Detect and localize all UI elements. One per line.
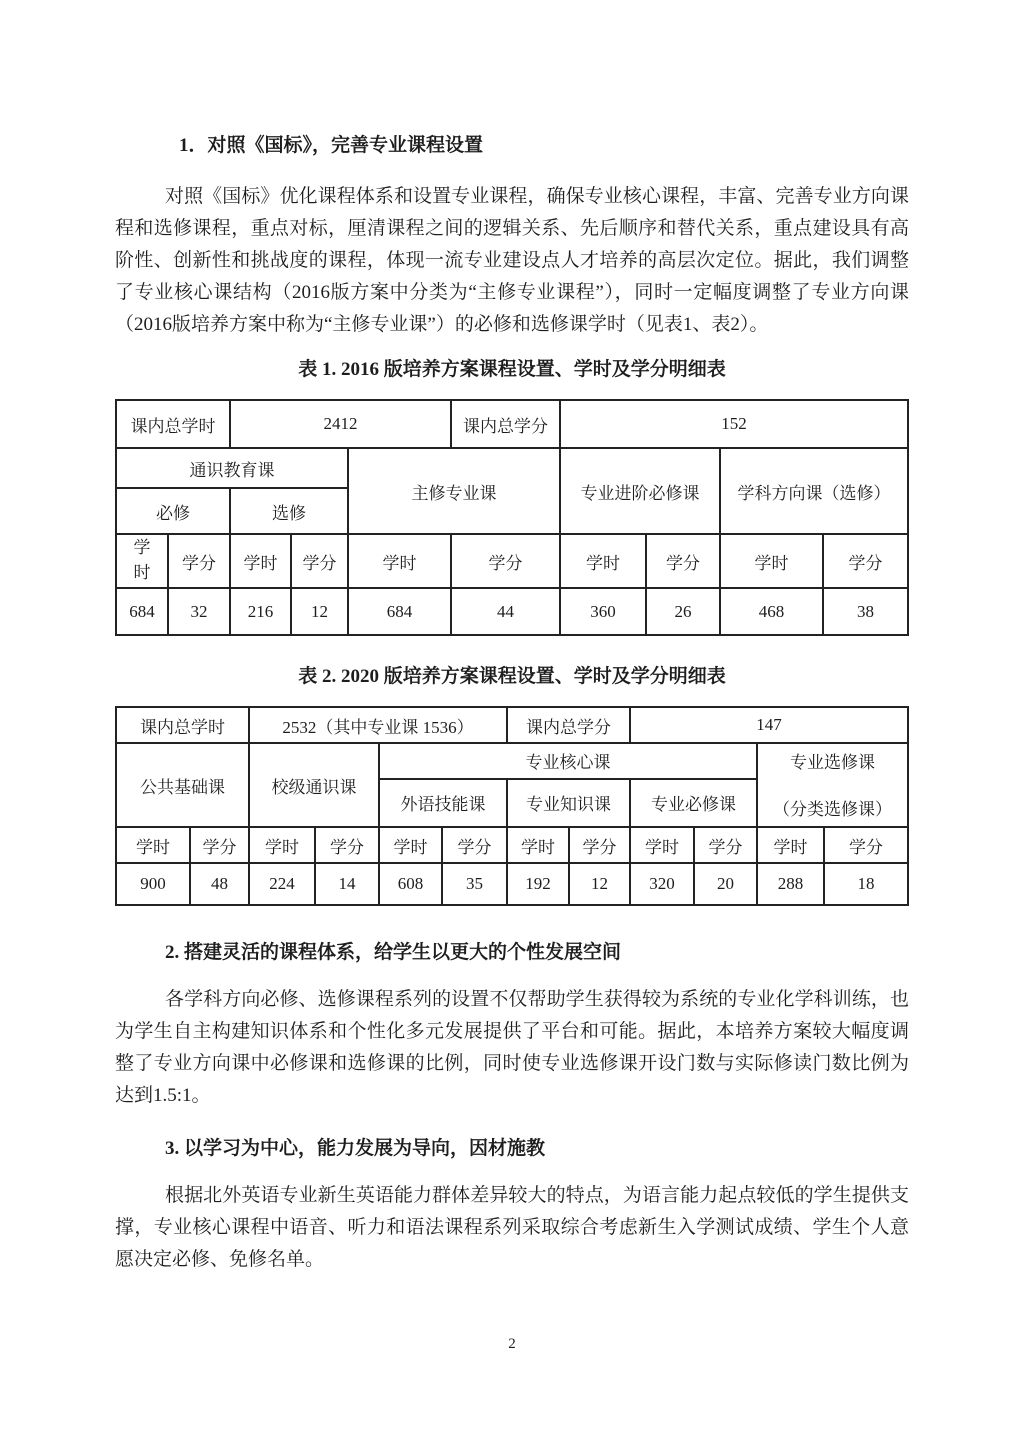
t1-credits-header: 学分: [168, 534, 230, 588]
t1-hours-header: 学时: [720, 534, 823, 588]
section-3-paragraph: 根据北外英语专业新生英语能力群体差异较大的特点，为语言能力起点较低的学生提供支撑，专业核心课程中语音、听力和语法课程系列采取综合考虑新生入学测试成绩、学生个人意愿决定必修、免修名单。: [115, 1185, 909, 1270]
t1-values-row: [116, 588, 908, 635]
table-2020-curriculum: [115, 706, 909, 906]
t2-hours-header: 学时: [507, 827, 569, 863]
t1-value-cell: 684: [348, 588, 451, 635]
section-1-paragraph: 对照《国标》优化课程体系和设置专业课程，确保专业核心课程，丰富、完善专业方向课程和选修课程，重点对标，厘清课程之间的逻辑关系、先后顺序和替代关系，重点建设具有高阶性、创新性和挑战度的课程，体现一流专业建设点人才培养的高层次定位。据此，我们调整了专业核心课结构（2016版方案中分类为“主修专业课程”），同时一定幅度调整了专业方向课（2016版培养方案中称为“主修专业课”）的必修和选修课学时（见表1、表2）。: [115, 186, 909, 335]
t1-hours-header: 学时: [348, 534, 451, 588]
t2-value-cell: 320: [630, 863, 694, 905]
t2-major-elective-subtitle: （分类选修课）: [773, 800, 892, 819]
t2-school-general-header: 校级通识课: [249, 743, 379, 827]
t2-value-cell: 12: [569, 863, 630, 905]
t1-total-credits-value: 152: [560, 400, 908, 448]
t2-major-required-header: 专业必修课: [630, 779, 757, 827]
t1-total-hours-value: 2412: [230, 400, 451, 448]
t2-credits-header: 学分: [694, 827, 757, 863]
t2-hours-header: 学时: [116, 827, 190, 863]
t1-total-credits-label: 课内总学分: [451, 400, 560, 448]
t2-total-credits-label: 课内总学分: [507, 707, 630, 743]
t1-hours-header: [116, 534, 168, 588]
t2-group-header-row: [116, 743, 908, 779]
t2-total-hours-value: 2532（其中专业课 1536）: [249, 707, 507, 743]
t1-value-cell: 32: [168, 588, 230, 635]
t2-major-elective-header: [757, 743, 908, 827]
section-1-heading: 1．对照《国标》，完善专业课程设置: [179, 135, 484, 156]
t1-value-cell: 216: [230, 588, 291, 635]
t2-hours-header: 学时: [757, 827, 824, 863]
t2-hours-header: 学时: [630, 827, 694, 863]
t1-total-hours-label: 课内总学时: [116, 400, 230, 448]
t2-value-cell: 14: [315, 863, 379, 905]
t1-credits-header: 学分: [451, 534, 560, 588]
t2-credits-header: 学分: [824, 827, 908, 863]
t2-value-cell: 192: [507, 863, 569, 905]
t1-hours-header: 学时: [560, 534, 646, 588]
section-2-heading: 2. 搭建灵活的课程体系，给学生以更大的个性发展空间: [165, 942, 622, 963]
t2-measure-header-row: [116, 827, 908, 863]
t1-group-header-row: [116, 448, 908, 488]
t2-value-cell: 224: [249, 863, 315, 905]
t1-credits-header: 学分: [291, 534, 348, 588]
t1-general-ed-header: 通识教育课: [116, 448, 348, 488]
page-number: 2: [508, 1336, 516, 1352]
t2-values-row: [116, 863, 908, 905]
table-1-title: 表 1. 2016 版培养方案课程设置、学时及学分明细表: [298, 359, 726, 380]
t1-value-cell: 44: [451, 588, 560, 635]
t2-credits-header: 学分: [442, 827, 507, 863]
section-2-paragraph: 各学科方向必修、选修课程系列的设置不仅帮助学生获得较为系统的专业化学科训练，也为学生自主构建知识体系和个性化多元发展提供了平台和可能。据此，本培养方案较大幅度调整了专业方向课中必修课和选修课的比例，同时使专业选修课开设门数与实际修读门数比例为达到1.5:1。: [115, 989, 909, 1106]
section-3-heading: 3. 以学习为中心，能力发展为导向，因材施教: [165, 1138, 546, 1159]
t2-credits-header: 学分: [569, 827, 630, 863]
t2-value-cell: 900: [116, 863, 190, 905]
table-2016-curriculum: [115, 399, 909, 636]
t2-hours-header: 学时: [249, 827, 315, 863]
t2-summary-row: [116, 707, 908, 743]
t1-measure-header-row: [116, 534, 908, 588]
t2-value-cell: 18: [824, 863, 908, 905]
t1-summary-row: [116, 400, 908, 448]
t1-credits-header: 学分: [823, 534, 908, 588]
t2-credits-header: 学分: [190, 827, 249, 863]
t1-value-cell: 360: [560, 588, 646, 635]
t1-direction-elective-header: 学科方向课（选修）: [720, 448, 908, 534]
t2-value-cell: 20: [694, 863, 757, 905]
t1-hours-header: 学时: [230, 534, 291, 588]
t1-value-cell: 38: [823, 588, 908, 635]
t1-elective-header: 选修: [230, 488, 348, 534]
t1-value-cell: 468: [720, 588, 823, 635]
t2-total-hours-label: 课内总学时: [116, 707, 249, 743]
t2-foreign-skill-header: 外语技能课: [379, 779, 507, 827]
t2-major-knowledge-header: 专业知识课: [507, 779, 630, 827]
t2-value-cell: 35: [442, 863, 507, 905]
t1-credits-header: 学分: [646, 534, 720, 588]
t1-required-header: 必修: [116, 488, 230, 534]
t2-public-basic-header: 公共基础课: [116, 743, 249, 827]
t1-value-cell: 26: [646, 588, 720, 635]
t1-hours-header-text: 学时: [133, 538, 151, 582]
t2-value-cell: 288: [757, 863, 824, 905]
t2-major-elective-title: 专业选修课: [790, 753, 875, 772]
t2-major-core-header: 专业核心课: [379, 743, 757, 779]
t1-value-cell: 684: [116, 588, 168, 635]
t2-value-cell: 48: [190, 863, 249, 905]
t1-value-cell: 12: [291, 588, 348, 635]
t2-total-credits-value: 147: [630, 707, 908, 743]
t1-advanced-required-header: 专业进阶必修课: [560, 448, 720, 534]
t1-major-course-header: 主修专业课: [348, 448, 560, 534]
table-2-title: 表 2. 2020 版培养方案课程设置、学时及学分明细表: [298, 666, 726, 687]
t2-value-cell: 608: [379, 863, 442, 905]
t2-credits-header: 学分: [315, 827, 379, 863]
t2-hours-header: 学时: [379, 827, 442, 863]
